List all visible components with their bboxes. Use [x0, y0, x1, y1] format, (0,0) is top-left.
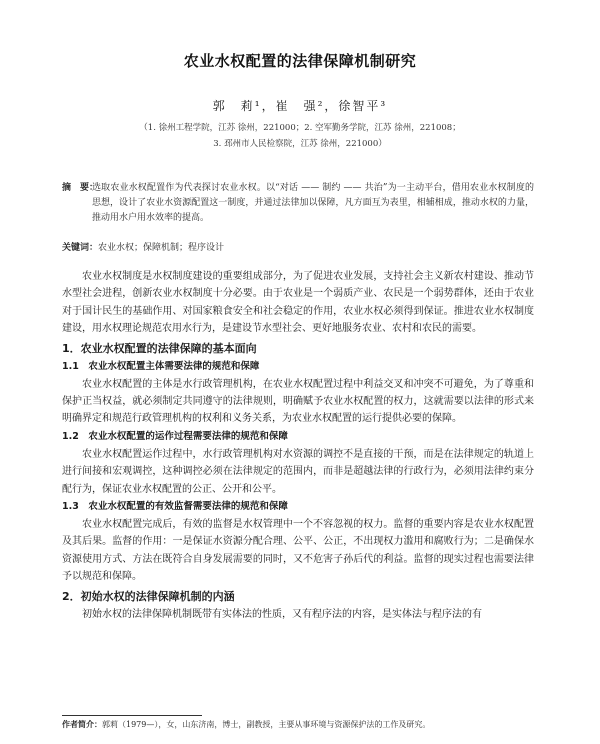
author-footnote [62, 719, 542, 730]
section-2-paragraph: 初始水权的法律保障机制既带有实体法的性质，又有程序法的内容，是实体法与程序法的有 [82, 608, 482, 620]
footnote-label: 作者简介： [62, 720, 102, 729]
section-2-heading: 2．初始水权的法律保障机制的内涵 [62, 589, 235, 603]
intro-paragraph: 农业水权制度是水权制度建设的重要组成部分，为了促进农业发展，支持社会主义新农村建设、推动节水型社会进程，创新农业水权制度十分必要。由于农业是一个弱质产业、农民是一个弱势群体，还由于农业对于国计民生的基础作用、对国家粮食安全和社会稳定的作用，农业水权必须得到保证。推进农业水权制度建设，用水权理论规范农用水行为，是建设节水型社会、更好地服务农业、农村和农民的需要。 [62, 271, 534, 335]
abstract-label: 摘 要： [62, 183, 99, 193]
author-list: 郭 莉¹，崔 强²，徐智平³ [212, 99, 388, 113]
abstract-text: 选取农业水权配置作为代表探讨农业水权。以“对话 —— 制约 —— 共治”为一主动平台，借用农业水权制度的思想，设计了农业水资源配置这一制度，并通过法律加以保障，凡方面互为表里，相辅相成，推动水权的力量，推动用水户用水效率的提高。 [92, 183, 534, 223]
section-1-heading: 1．农业水权配置的法律保障的基本面向 [62, 341, 257, 355]
footnote-divider [62, 715, 202, 716]
keywords-text: 农业水权；保障机制；程序设计 [98, 243, 225, 253]
section-1-3-heading: 1.3 农业水权配置的有效监督需要法律的规范和保障 [62, 501, 288, 513]
section-1-3-paragraph: 农业水权配置完成后，有效的监督是水权管理中一个不容忽视的权力。监督的重要内容是农业水权配置及其后果。监督的作用：一是保证水资源分配合理、公平、公正，不出现权力滥用和腐败行为；二是确保水资源使用方式、方法在既符合自身发展需要的同时，又不危害子孙后代的利益。监督的现实过程也需要法律予以规范和保障。 [62, 519, 534, 583]
footnote-text: 郭莉（1979—），女，山东济南，博士，副教授，主要从事环境与资源保护法的工作及研究。 [102, 720, 431, 729]
paper-title: 农业水权配置的法律保障机制研究 [183, 52, 417, 70]
keywords-label: 关键词： [62, 243, 99, 253]
affiliation-line-2: 3. 邳州市人民检察院，江苏 徐州，221000） [213, 139, 387, 149]
abstract-block [62, 181, 534, 226]
section-1-1-paragraph: 农业水权配置的主体是水行政管理机构，在农业水权配置过程中利益交叉和冲突不可避免，为了尊重和保护正当权益，就必须制定共同遵守的法律规则，明确赋予农业水权配置的权力，这就需要以法律的形式来明确界定和规范行政管理机构的权利和义务关系，为农业水权配置的运行提供必要的保障。 [62, 378, 534, 425]
keywords-block [62, 240, 534, 253]
affiliation-line-1: （1. 徐州工程学院，江苏 徐州，221000；2. 空军勤务学院，江苏 徐州，221008； [139, 123, 461, 133]
section-1-2-heading: 1.2 农业水权配置的运作过程需要法律的规范和保障 [62, 430, 288, 442]
body-text [62, 268, 534, 623]
section-1-2-paragraph: 农业水权配置运作过程中，水行政管理机构对水资源的调控不是直接的干预，而是在法律规定的轨道上进行间接和宏观调控，这种调控必须在法律规定的范围内，而非是超越法律的行政行为，必须用法律约束分配行为，保证农业水权配置的公正、公开和公平。 [62, 448, 534, 495]
section-1-1-heading: 1.1 农业水权配置主体需要法律的规范和保障 [62, 360, 260, 372]
